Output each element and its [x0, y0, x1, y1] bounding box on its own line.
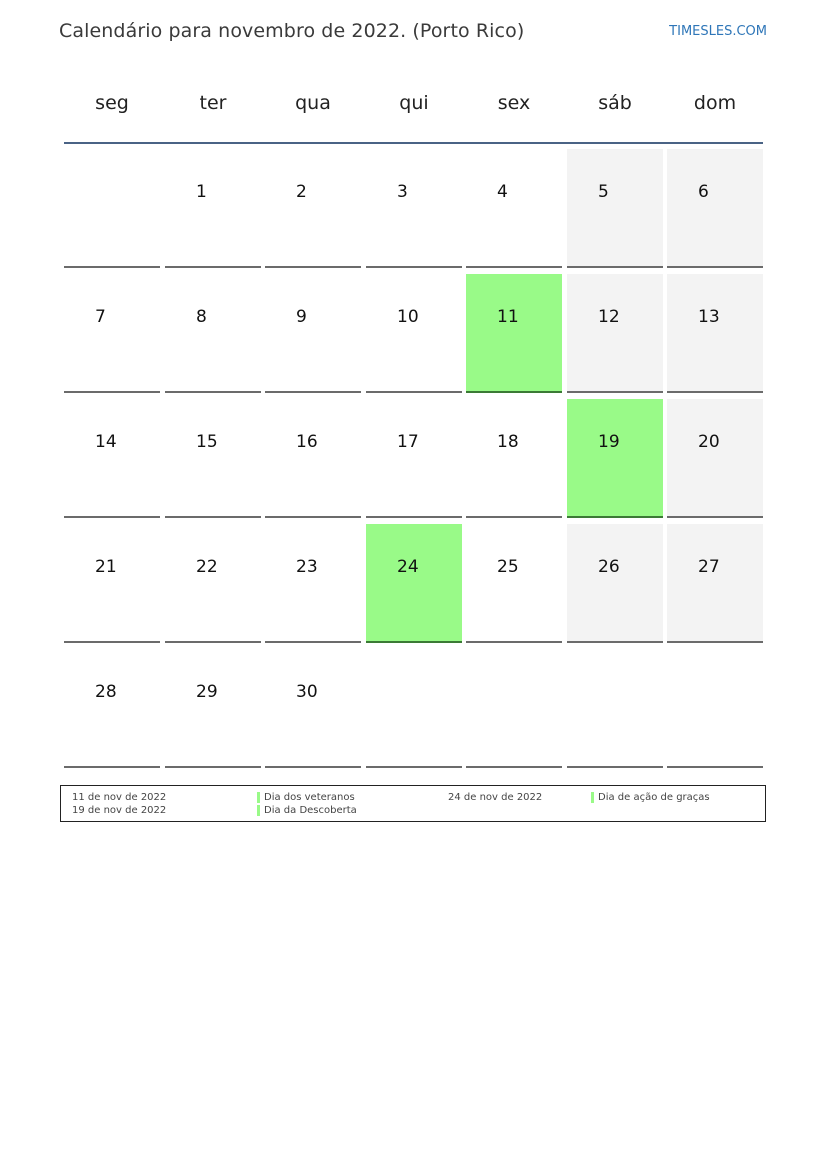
- empty-day-cell: [567, 649, 663, 768]
- day-number: 16: [296, 432, 318, 452]
- day-cell[interactable]: [165, 524, 261, 643]
- day-number: 10: [397, 307, 419, 327]
- day-number: 30: [296, 682, 318, 702]
- day-number: 29: [196, 682, 218, 702]
- day-number: 6: [698, 182, 709, 202]
- day-number: 22: [196, 557, 218, 577]
- day-number: 28: [95, 682, 117, 702]
- day-cell[interactable]: [667, 274, 763, 393]
- brand-link[interactable]: TIMESLES.COM: [669, 24, 767, 39]
- legend-color-marker: [257, 792, 260, 803]
- weekday-label: dom: [693, 92, 737, 114]
- day-number: 7: [95, 307, 106, 327]
- day-number: 4: [497, 182, 508, 202]
- day-cell[interactable]: [466, 399, 562, 518]
- day-number: 3: [397, 182, 408, 202]
- day-cell[interactable]: [667, 399, 763, 518]
- legend-date: 24 de nov de 2022: [448, 792, 543, 803]
- day-cell[interactable]: [466, 149, 562, 268]
- day-cell[interactable]: [165, 274, 261, 393]
- page-title: Calendário para novembro de 2022. (Porto Rico): [59, 20, 525, 42]
- day-number: 21: [95, 557, 117, 577]
- day-cell[interactable]: [265, 399, 361, 518]
- legend-holiday-name: Dia da Descoberta: [264, 805, 357, 816]
- day-cell[interactable]: [165, 399, 261, 518]
- legend-holiday-name: Dia de ação de graças: [598, 792, 710, 803]
- day-cell[interactable]: [265, 524, 361, 643]
- day-cell[interactable]: [64, 649, 160, 768]
- day-number: 1: [196, 182, 207, 202]
- day-cell[interactable]: [567, 274, 663, 393]
- day-number: 11: [497, 307, 519, 327]
- day-number: 20: [698, 432, 720, 452]
- day-cell[interactable]: [366, 274, 462, 393]
- weekday-label: qui: [399, 92, 429, 114]
- day-cell[interactable]: [265, 649, 361, 768]
- day-number: 12: [598, 307, 620, 327]
- day-number: 23: [296, 557, 318, 577]
- day-number: 8: [196, 307, 207, 327]
- day-cell[interactable]: [366, 149, 462, 268]
- day-cell[interactable]: [667, 149, 763, 268]
- day-cell[interactable]: [165, 149, 261, 268]
- legend-date: 19 de nov de 2022: [72, 805, 167, 816]
- legend-holiday-name: Dia dos veteranos: [264, 792, 355, 803]
- legend-color-marker: [591, 792, 594, 803]
- day-cell[interactable]: [667, 524, 763, 643]
- day-cell[interactable]: [265, 274, 361, 393]
- weekday-label: sáb: [598, 92, 632, 114]
- weekday-label: seg: [95, 92, 129, 114]
- day-cell[interactable]: [567, 149, 663, 268]
- day-cell[interactable]: [64, 399, 160, 518]
- weekday-label: sex: [497, 92, 531, 114]
- empty-day-cell: [366, 649, 462, 768]
- weekday-header: [64, 84, 763, 124]
- day-number: 18: [497, 432, 519, 452]
- day-number: 26: [598, 557, 620, 577]
- holiday-day-cell[interactable]: [567, 399, 663, 518]
- empty-day-cell: [667, 649, 763, 768]
- day-cell[interactable]: [466, 524, 562, 643]
- day-number: 25: [497, 557, 519, 577]
- day-cell[interactable]: [64, 274, 160, 393]
- empty-day-cell: [466, 649, 562, 768]
- day-cell[interactable]: [165, 649, 261, 768]
- day-number: 19: [598, 432, 620, 452]
- day-number: 17: [397, 432, 419, 452]
- day-number: 15: [196, 432, 218, 452]
- header-divider: [64, 142, 763, 144]
- holiday-day-cell[interactable]: [466, 274, 562, 393]
- day-number: 27: [698, 557, 720, 577]
- day-cell[interactable]: [366, 399, 462, 518]
- day-number: 5: [598, 182, 609, 202]
- day-cell[interactable]: [64, 524, 160, 643]
- day-number: 14: [95, 432, 117, 452]
- holiday-legend: [60, 785, 766, 822]
- holiday-day-cell[interactable]: [366, 524, 462, 643]
- legend-color-marker: [257, 805, 260, 816]
- day-number: 24: [397, 557, 419, 577]
- day-number: 2: [296, 182, 307, 202]
- legend-date: 11 de nov de 2022: [72, 792, 167, 803]
- weekday-label: qua: [295, 92, 331, 114]
- day-number: 9: [296, 307, 307, 327]
- day-number: 13: [698, 307, 720, 327]
- weekday-label: ter: [199, 92, 227, 114]
- day-cell[interactable]: [265, 149, 361, 268]
- empty-day-cell: [64, 149, 160, 268]
- day-cell[interactable]: [567, 524, 663, 643]
